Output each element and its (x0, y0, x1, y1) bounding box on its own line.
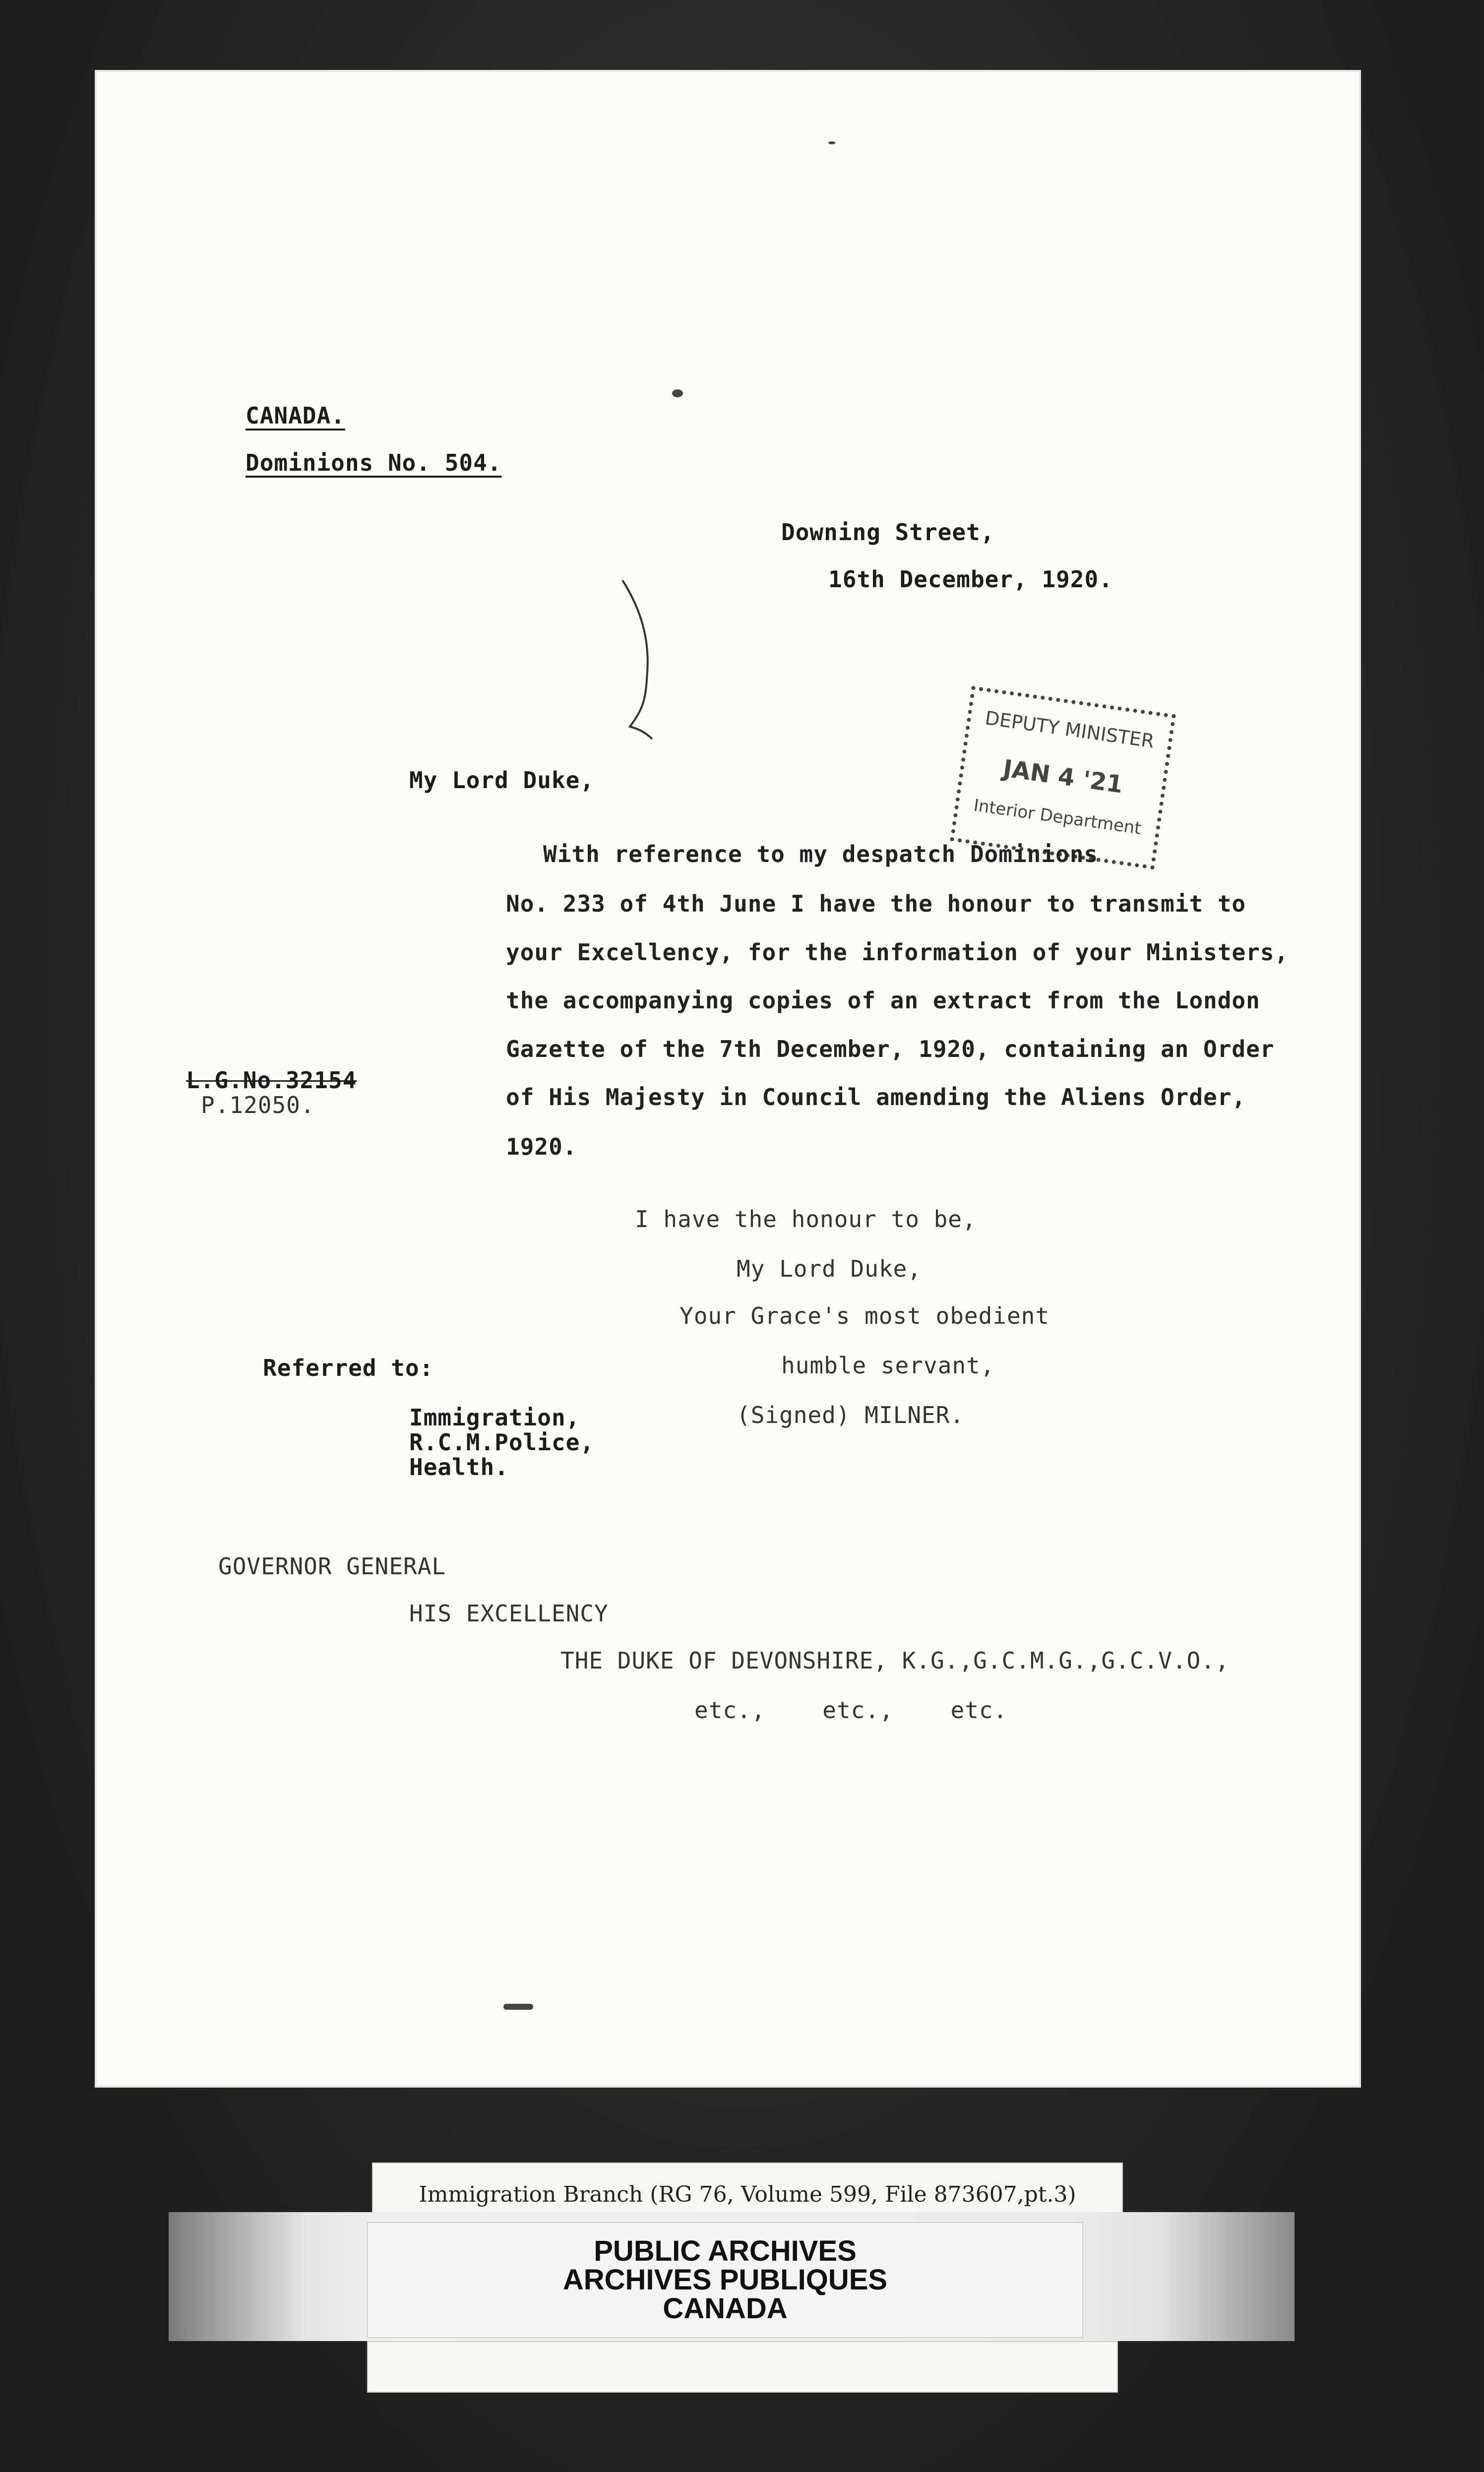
archive-source-text: Immigration Branch (RG 76, Volume 599, File 873607,pt.3) (419, 2182, 1076, 2207)
body-line-2: No. 233 of 4th June I have the honour to transmit to (506, 890, 1246, 917)
despatch-reference: Dominions No. 504. (246, 449, 502, 476)
addressee-line-3: THE DUKE OF DEVONSHIRE, K.G.,G.C.M.G.,G.C.V.O., (560, 1647, 1230, 1674)
referred-label: Referred to: (263, 1355, 434, 1381)
body-line-4: the accompanying copies of an extract from the London (506, 987, 1260, 1014)
addressee-line-2: HIS EXCELLENCY (409, 1600, 609, 1627)
addressee-line-1: GOVERNOR GENERAL (218, 1553, 446, 1580)
body-line-5: Gazette of the 7th December, 1920, containing an Order (506, 1036, 1275, 1062)
referred-item-2: R.C.M.Police, (409, 1429, 595, 1456)
archive-line-1: PUBLIC ARCHIVES (594, 2235, 857, 2267)
place-line: Downing Street, (781, 519, 995, 546)
archive-line-3: CANADA (663, 2292, 788, 2325)
stamp-date: JAN 4 '21 (1001, 754, 1125, 799)
addressee-line-4: etc., etc., etc. (694, 1697, 1008, 1724)
body-line-7: 1920. (506, 1133, 577, 1160)
body-line-6: of His Majesty in Council amending the Aliens Order, (506, 1084, 1246, 1111)
closing-line-3: Your Grace's most obedient (680, 1302, 1050, 1329)
signature: (Signed) MILNER. (737, 1402, 965, 1428)
letter-page (97, 72, 1359, 2086)
closing-line-1: I have the honour to be, (635, 1206, 977, 1233)
stamp-line-1: DEPUTY MINISTER (984, 707, 1156, 752)
salutation: My Lord Duke, (409, 767, 595, 794)
closing-line-2: My Lord Duke, (737, 1255, 922, 1282)
ink-speck (503, 2004, 533, 2010)
date-line: 16th December, 1920. (828, 566, 1113, 593)
stamp-line-3: Interior Department (972, 795, 1143, 839)
referred-item-1: Immigration, (409, 1404, 580, 1431)
public-archives-label (367, 2222, 1083, 2338)
archive-line-2: ARCHIVES PUBLIQUES (562, 2264, 888, 2296)
ink-speck (672, 389, 683, 397)
ink-speck (828, 141, 835, 144)
margin-ref-gazette: L.G.No.32154 (186, 1067, 357, 1094)
body-line-1: With reference to my despatch Dominions (543, 841, 1099, 867)
margin-ref-p: P.12050. (201, 1092, 315, 1118)
handwritten-mark (620, 578, 660, 742)
body-line-3: your Excellency, for the information of your Ministers, (506, 939, 1289, 966)
blank-label (367, 2341, 1118, 2393)
country-heading: CANADA. (246, 402, 345, 429)
referred-item-3: Health. (409, 1454, 509, 1481)
closing-line-4: humble servant, (781, 1352, 995, 1379)
